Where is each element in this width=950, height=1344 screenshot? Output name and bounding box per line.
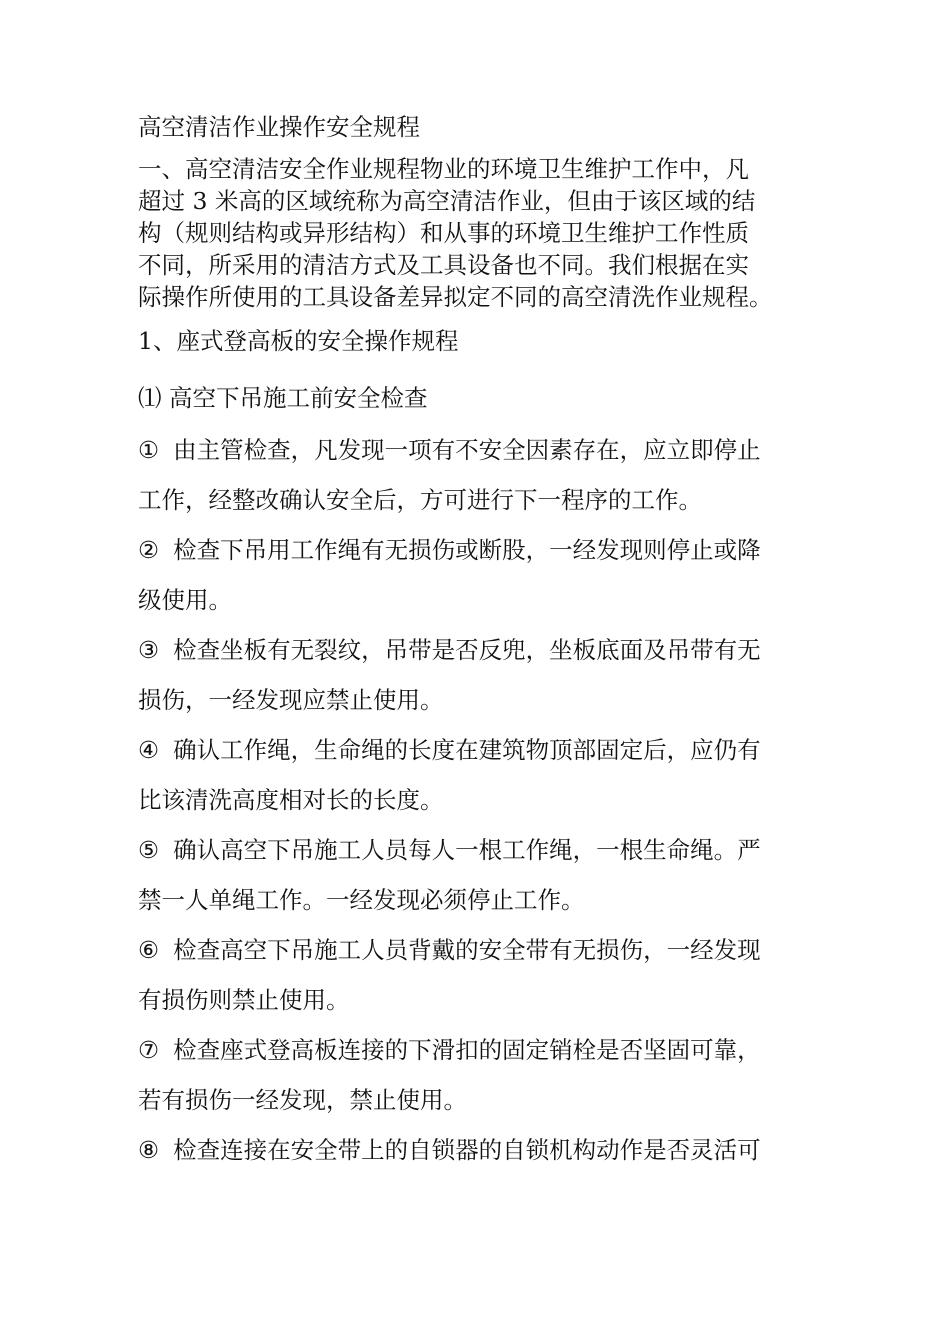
item-text: 确认高空下吊施工人员每人一根工作绳，一根生命绳。严: [173, 836, 761, 864]
list-item: [138, 625, 828, 725]
item-number: ⑤: [138, 836, 160, 864]
intro-line: 构（规则结构或异形结构）和从事的环境卫生维护工作性质: [138, 219, 749, 247]
item-text: 由主管检查，凡发现一项有不安全因素存在，应立即停止: [173, 436, 761, 464]
list-item: [138, 425, 828, 525]
item-text: 检查坐板有无裂纹，吊带是否反兜，坐板底面及吊带有无: [173, 636, 761, 664]
list-item: [138, 1025, 828, 1125]
intro-line: 超过 3 米高的区域统称为高空清洁作业，但由于该区域的结: [138, 187, 756, 215]
item-text: 检查高空下吊施工人员背戴的安全带有无损伤，一经发现: [173, 936, 761, 964]
item-text-continued: 级使用。: [138, 586, 232, 614]
section-heading: 1、座式登高板的安全操作规程: [138, 327, 459, 355]
item-number: ②: [138, 536, 160, 564]
item-text-continued: 禁一人单绳工作。一经发现必须停止工作。: [138, 886, 585, 914]
item-number: ⑧: [138, 1136, 160, 1164]
item-text-continued: 有损伤则禁止使用。: [138, 986, 350, 1014]
intro-line: 不同，所采用的清洁方式及工具设备也不同。我们根据在实: [138, 251, 749, 279]
intro-line: 一、高空清洁安全作业规程物业的环境卫生维护工作中，凡: [138, 155, 749, 183]
item-number: ①: [138, 436, 160, 464]
list-item: [138, 925, 828, 1025]
list-item: [138, 825, 828, 925]
intro-paragraph: [138, 153, 828, 313]
document-page: [138, 112, 828, 1175]
item-text-continued: 损伤，一经发现应禁止使用。: [138, 686, 444, 714]
subsection-heading: ⑴ 高空下吊施工前安全检查: [138, 384, 428, 412]
intro-line: 际操作所使用的工具设备差异拟定不同的高空清洗作业规程。: [138, 283, 773, 311]
document-title: 高空清洁作业操作安全规程: [138, 113, 420, 141]
item-number: ⑥: [138, 936, 160, 964]
item-text-continued: 工作，经整改确认安全后，方可进行下一程序的工作。: [138, 486, 702, 514]
item-text-continued: 比该清洗高度相对长的长度。: [138, 786, 444, 814]
item-text: 检查连接在安全带上的自锁器的自锁机构动作是否灵活可: [173, 1136, 761, 1164]
item-number: ④: [138, 736, 160, 764]
list-item: [138, 1125, 828, 1175]
item-number: ③: [138, 636, 160, 664]
item-text-continued: 若有损伤一经发现，禁止使用。: [138, 1086, 467, 1114]
item-text: 检查座式登高板连接的下滑扣的固定销栓是否坚固可靠，: [173, 1036, 761, 1064]
list-item: [138, 525, 828, 625]
list-item: [138, 725, 828, 825]
item-number: ⑦: [138, 1036, 160, 1064]
item-text: 确认工作绳，生命绳的长度在建筑物顶部固定后，应仍有: [173, 736, 761, 764]
item-text: 检查下吊用工作绳有无损伤或断股，一经发现则停止或降: [173, 536, 761, 564]
